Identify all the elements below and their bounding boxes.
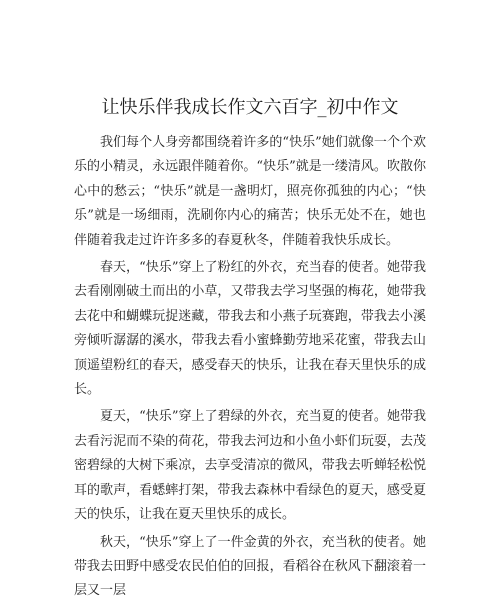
paragraph-spring: 春天，“快乐”穿上了粉红的外衣，充当春的使者。她带我去看刚刚破土而出的小草，又带我去学习坚强的梅花，她带我去花中和蝴蝶玩捉迷藏，带我去和小燕子玩赛跑，带我去小溪旁倾听潺潺的溪水，带我去看小蜜蜂勤劳地采花蜜，带我去山顶遥望粉红的春天，感受春天的快乐，让我在春天里快乐的成长。 bbox=[74, 260, 426, 398]
article-title: 让快乐伴我成长作文六百字_初中作文 bbox=[101, 97, 399, 118]
paragraph-intro: 我们每个人身旁都围绕着许多的“快乐”她们就像一个个欢乐的小精灵，永远跟伴随着你。“快乐”就是一缕清风。吹散你心中的愁云；“快乐”就是一盏明灯，照亮你孤独的内心；“快乐”就是一场细雨，洗刷你内心的痛苦；快乐无处不在，她也伴随着我走过许许多多的春夏秋冬，伴随着我快乐成长。 bbox=[74, 135, 426, 248]
paragraph-autumn: 秋天，“快乐”穿上了一件金黄的外衣，充当秋的使者。她带我去田野中感受农民伯伯的回报，看稻谷在秋风下翻滚着一层又一层 bbox=[74, 534, 426, 599]
article-body bbox=[74, 131, 426, 607]
paragraph-summer: 夏天，“快乐”穿上了碧绿的外衣，充当夏的使者。她带我去看污泥而不染的荷花，带我去河边和小鱼小虾们玩耍，去茂密碧绿的大树下乘凉，去享受清凉的微风，带我去听蝉轻松悦耳的歌声，看蟋蟀打架，带我去森林中看绿色的夏天，感受夏天的快乐，让我在夏天里快乐的成长。 bbox=[74, 409, 426, 523]
